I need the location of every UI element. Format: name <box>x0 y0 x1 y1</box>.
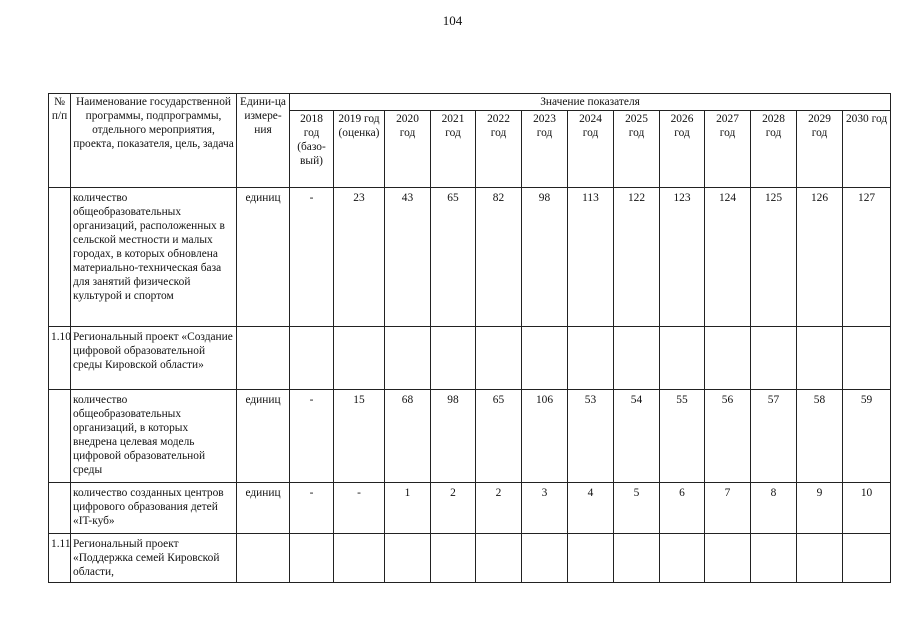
row-value <box>614 327 660 390</box>
header-year: 2018 год (базо-вый) <box>290 111 334 188</box>
row-value: 124 <box>705 188 751 327</box>
header-year: 2022 год <box>476 111 522 188</box>
row-value: 6 <box>660 483 705 534</box>
row-value: 55 <box>660 390 705 483</box>
row-value: 1 <box>385 483 431 534</box>
row-value <box>385 534 431 583</box>
table-row <box>49 188 891 327</box>
header-year: 2027 год <box>705 111 751 188</box>
header-value-group: Значение показателя <box>290 94 891 111</box>
row-value <box>614 534 660 583</box>
row-value <box>705 534 751 583</box>
table-row <box>49 483 891 534</box>
row-value: - <box>290 188 334 327</box>
header-year: 2021 год <box>431 111 476 188</box>
row-value: 8 <box>751 483 797 534</box>
header-name: Наименование государственной программы, подпрограммы, отдельного мероприятия, проекта, показателя, цель, задача <box>71 94 237 188</box>
row-value <box>797 327 843 390</box>
row-name: количество общеобразовательных организаций, расположенных в сельской местности и малых городах, в которых обновлена материально-техническая база для занятий физической культурой и спортом <box>71 188 237 327</box>
row-value: 54 <box>614 390 660 483</box>
row-value: 125 <box>751 188 797 327</box>
row-value: 15 <box>334 390 385 483</box>
row-value: 82 <box>476 188 522 327</box>
row-value <box>751 327 797 390</box>
row-value <box>476 534 522 583</box>
row-value: 5 <box>614 483 660 534</box>
row-value: 123 <box>660 188 705 327</box>
header-year: 2020 год <box>385 111 431 188</box>
row-num <box>49 390 71 483</box>
header-year: 2024 год <box>568 111 614 188</box>
row-value <box>568 327 614 390</box>
header-year: 2025 год <box>614 111 660 188</box>
row-value: 4 <box>568 483 614 534</box>
row-value: 122 <box>614 188 660 327</box>
row-value <box>797 534 843 583</box>
row-num: 1.11 <box>49 534 71 583</box>
row-value <box>660 327 705 390</box>
row-value <box>290 534 334 583</box>
row-unit: единиц <box>237 390 290 483</box>
header-unit: Едини-ца измере-ния <box>237 94 290 188</box>
row-num: 1.10 <box>49 327 71 390</box>
row-value <box>568 534 614 583</box>
row-value <box>705 327 751 390</box>
row-value: 56 <box>705 390 751 483</box>
table-row <box>49 390 891 483</box>
row-unit: единиц <box>237 188 290 327</box>
row-value <box>290 327 334 390</box>
row-name: количество общеобразовательных организаций, в которых внедрена целевая модель цифровой образовательной среды <box>71 390 237 483</box>
row-value: 7 <box>705 483 751 534</box>
row-value <box>334 534 385 583</box>
row-value: 65 <box>476 390 522 483</box>
row-value <box>431 534 476 583</box>
row-value: 2 <box>476 483 522 534</box>
row-name: Региональный проект «Создание цифровой образовательной среды Кировской области» <box>71 327 237 390</box>
row-value <box>522 534 568 583</box>
row-value: 2 <box>431 483 476 534</box>
row-value: 10 <box>843 483 891 534</box>
header-year: 2028 год <box>751 111 797 188</box>
row-value: - <box>290 390 334 483</box>
row-value <box>431 327 476 390</box>
row-value: 59 <box>843 390 891 483</box>
row-value: 9 <box>797 483 843 534</box>
header-num: № п/п <box>49 94 71 188</box>
row-num <box>49 483 71 534</box>
row-unit: единиц <box>237 483 290 534</box>
row-value <box>334 327 385 390</box>
row-value: 23 <box>334 188 385 327</box>
row-value: 113 <box>568 188 614 327</box>
row-value: 53 <box>568 390 614 483</box>
table-row <box>49 327 891 390</box>
row-value <box>751 534 797 583</box>
row-value: 65 <box>431 188 476 327</box>
row-value: 127 <box>843 188 891 327</box>
table-row <box>49 534 891 583</box>
row-value <box>843 327 891 390</box>
row-num <box>49 188 71 327</box>
page-number: 104 <box>442 13 463 28</box>
row-value: 106 <box>522 390 568 483</box>
row-value <box>476 327 522 390</box>
row-name: количество созданных центров цифрового образования детей «IT-куб» <box>71 483 237 534</box>
row-value: 126 <box>797 188 843 327</box>
row-value: 57 <box>751 390 797 483</box>
row-value: - <box>334 483 385 534</box>
row-value <box>385 327 431 390</box>
indicators-table <box>48 93 891 583</box>
header-year: 2030 год <box>843 111 891 188</box>
row-value: 43 <box>385 188 431 327</box>
header-year: 2023 год <box>522 111 568 188</box>
header-year: 2026 год <box>660 111 705 188</box>
row-value: 98 <box>431 390 476 483</box>
header-year: 2019 год (оценка) <box>334 111 385 188</box>
row-unit <box>237 534 290 583</box>
row-value: 98 <box>522 188 568 327</box>
row-name: Региональный проект «Поддержка семей Кировской области, <box>71 534 237 583</box>
row-value: - <box>290 483 334 534</box>
row-value <box>660 534 705 583</box>
header-year: 2029 год <box>797 111 843 188</box>
row-value: 3 <box>522 483 568 534</box>
row-value <box>843 534 891 583</box>
row-value: 58 <box>797 390 843 483</box>
row-value: 68 <box>385 390 431 483</box>
row-unit <box>237 327 290 390</box>
row-value <box>522 327 568 390</box>
